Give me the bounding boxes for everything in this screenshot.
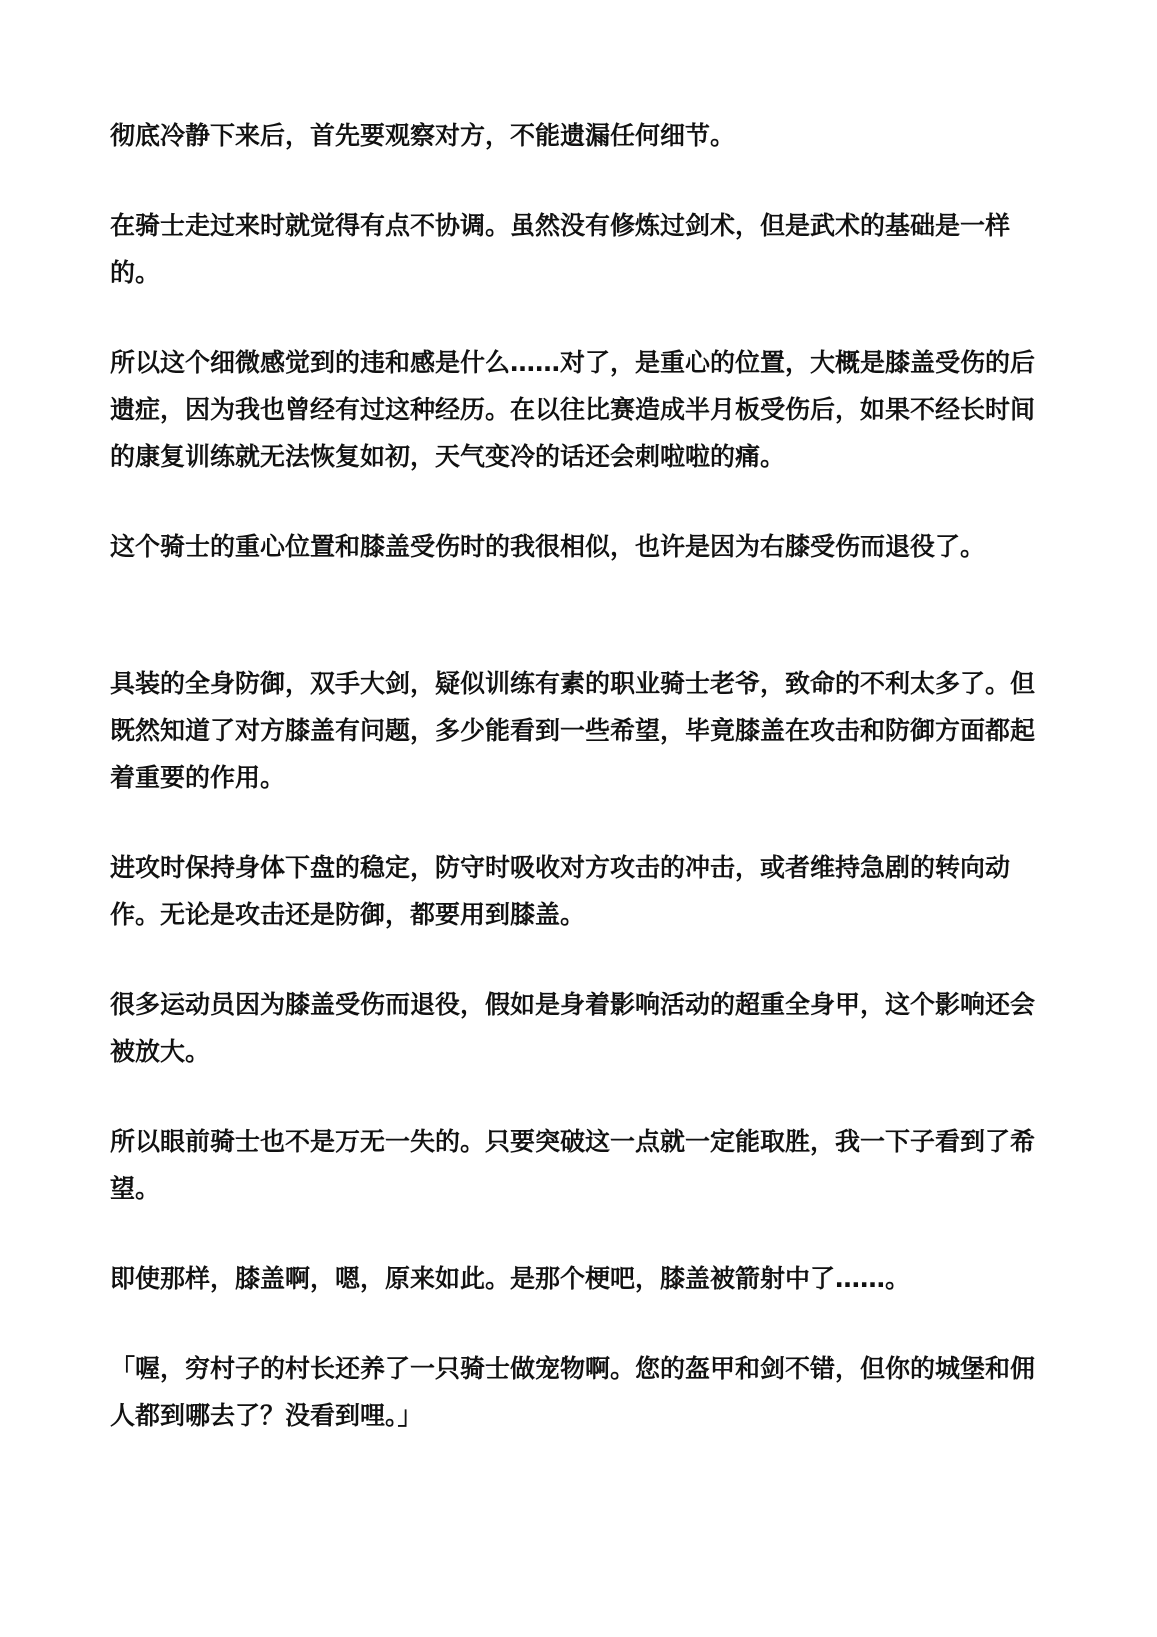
paragraph-10: 「喔，穷村子的村长还养了一只骑士做宠物啊。您的盔甲和剑不错，但你的城堡和佣人都到哪去了？没看到哩。」 bbox=[110, 1354, 1036, 1430]
paragraph-5: 具装的全身防御，双手大剑，疑似训练有素的职业骑士老爷，致命的不利太多了。但既然知道了对方膝盖有问题，多少能看到一些希望，毕竟膝盖在攻击和防御方面都起着重要的作用。 bbox=[110, 669, 1036, 792]
paragraph-2: 在骑士走过来时就觉得有点不协调。虽然没有修炼过剑术，但是武术的基础是一样的。 bbox=[110, 211, 1011, 287]
paragraph-7: 很多运动员因为膝盖受伤而退役，假如是身着影响活动的超重全身甲，这个影响还会被放大。 bbox=[110, 990, 1036, 1066]
paragraph-6: 进攻时保持身体下盘的稳定，防守时吸收对方攻击的冲击，或者维持急剧的转向动作。无论是攻击还是防御，都要用到膝盖。 bbox=[110, 853, 1011, 929]
text-column bbox=[110, 112, 1045, 1439]
paragraph-4: 这个骑士的重心位置和膝盖受伤时的我很相似，也许是因为右膝受伤而退役了。 bbox=[110, 532, 986, 561]
paragraph-8: 所以眼前骑士也不是万无一失的。只要突破这一点就一定能取胜，我一下子看到了希望。 bbox=[110, 1127, 1036, 1203]
paragraph-9: 即使那样，膝盖啊，嗯，原来如此。是那个梗吧，膝盖被箭射中了……。 bbox=[110, 1264, 911, 1293]
paragraph-3: 所以这个细微感觉到的违和感是什么……对了，是重心的位置，大概是膝盖受伤的后遗症，因为我也曾经有过这种经历。在以往比赛造成半月板受伤后，如果不经长时间的康复训练就无法恢复如初，天气变冷的话还会刺啦啦的痛。 bbox=[110, 348, 1036, 471]
paragraph-1: 彻底冷静下来后，首先要观察对方，不能遗漏任何细节。 bbox=[110, 121, 736, 150]
